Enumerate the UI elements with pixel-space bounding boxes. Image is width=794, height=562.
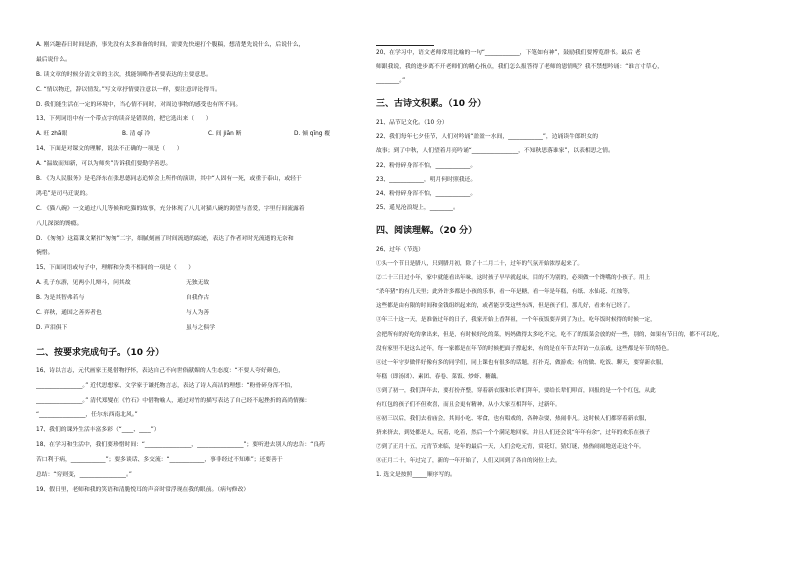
q15-option-d [36, 321, 368, 336]
question-17: 17、我们的课外生活丰富多彩（“____、____”） [36, 427, 160, 434]
text-line: A. 刚兴趣春日时间是游，事先没有太多准备的时间，需要先快速打个腹稿，想清楚先说什么，后说什么， [36, 42, 305, 48]
question-23: 23、____________，明月何时照我还。 [376, 176, 477, 183]
passage-line: ③年三十这一天，是准备过年的日子，我家开始上香拜祖，一个年夜饭要弄到了为止，吃年饭时候得的时候一定， [376, 317, 656, 324]
passage-line: ⑥初三以后，我们去看庙会，其间小吃、零食，也有唱戏的，各种杂耍，热闹非凡。这时候人们都穿着新衣服， [376, 416, 651, 423]
reading-question-1: 1. 选文是按照_____顺序写的。 [376, 472, 456, 479]
right-column [376, 46, 758, 483]
q15-option-d-right: 虽与之俱学 [186, 324, 215, 331]
text-line: 22、我们每年七夕佳节，人们对吟诵“盈盈一水间，____________”，边诵读牛郎织女的 [376, 134, 599, 141]
left-column [36, 38, 368, 498]
question-16: 16、诗以言志，元代画家王冕借物抒怀，表达自己不向世俗献媚的人生态度：“不要人夸好颜色， [36, 367, 285, 374]
text-line: B. 《为人民服务》是毛泽东在张思德同志追悼会上所作的演讲，其中“人固有一死，或重于泰山，或轻于 [36, 176, 302, 183]
passage-title: 26、过年（节选） [376, 246, 424, 253]
text-line: C. “情以物迁，辞以情发。”写文章抒情要注意以一样，要注意评论得当。 [36, 86, 221, 93]
passage-line: ①头一个节日是腊八，只到腊月初，除了十二月二十，过年的气氛开始浓厚起来了。 [376, 261, 583, 268]
passage-line: 挤来挤去，到处都是人，玩着，吃着，然后一个个满足地回家，并且人们还会说“年年有余”，过年的欢乐在孩子 [376, 430, 651, 437]
passage-line: ④过一年守岁做伴好像有多的同学们，同上课也有很多的话题，打扑克，做游戏；有的做、吃饭、聊天，要穿新衣服， [376, 359, 667, 366]
section-heading-4: 四、阅读理解。（20 分） [376, 225, 478, 236]
q15-option-b-right: 自我作古 [186, 295, 210, 302]
passage-line: 没有家里不是这么过年，每一家都是在年节的时候把面子撑起来，有的是在年节去拜访一点亲戚，这些都是年节的特色。 [376, 345, 673, 352]
question-20: 20、在学习中，语文老师常用比喻的一句“____________，下笔如有神”，鼓励我们要博览群书。最后 老 [376, 50, 641, 56]
passage-line: ⑦到了正月十五，元宵节来临，是年的最后一天，人们会吃元宵，赏花灯，猜灯谜，热热闹闹地送走这个年。 [376, 444, 645, 451]
text-line: “________________，任尔东西南北风。” [36, 412, 138, 419]
passage-line: ⑧正月二十，年过完了，新的一年开始了，人们又回到了各自的岗位上去。 [376, 458, 561, 465]
question-24: 24、粉骨碎身浑不怕，____________。 [376, 190, 477, 197]
q13-option-b: B. 清 qī 冷 [122, 131, 151, 138]
text-line: 苦口利于病，____________”；要多谈话、多交流：“____________，事非经过不知难”；还要善于 [36, 457, 283, 464]
question-19: 19、假日里，老师和我的笑语和清脆悦耳的声音时常浮现在我的眼前。（病句修改） [36, 486, 250, 493]
question-14: 14、下面是对课文的理解，说法不正确的一项是（ ） [36, 146, 183, 153]
text-line: 八儿深深的馋瘾。 [36, 220, 83, 227]
question-13: 13、下列词语中有一个带点字的读音是错误的，把它选出来（ ） [36, 116, 212, 123]
q15-option-b [36, 291, 368, 306]
question-21: 21、品节记文化。（10 分） [376, 120, 448, 127]
section-heading-2: 二、按要求完成句子。（10 分） [36, 347, 165, 358]
q15-option-a [36, 276, 368, 291]
q13-option-a: A. 旺 zhā眼 [36, 131, 68, 138]
text-line: ________。” [376, 78, 406, 85]
text-line: ________________。” 清代郑燮在《竹石》中借物喻人，通过对竹的描写表达了自己经不起挫折的高尚情操： [36, 397, 311, 404]
q15-option-a-right: 无独无故 [186, 280, 210, 287]
question-15: 15、下面词语或句子中，理解和分类不相同的一项是（ ） [36, 265, 195, 272]
passage-line: 会把所有的好吃的拿出来，但是，有时候好吃的菜，妈妈做得太多吃不完，吃不了的饭菜会放的好一些，别的，如果有节日的，都不可以吃， [376, 331, 723, 338]
q15-option-b-left: B. 为是其智弗若与 [36, 295, 85, 302]
text-line: A. “温故而知新，可以为师矣”告诉我们要勤学善思。 [36, 161, 172, 168]
q13-options [36, 127, 368, 142]
text-line: 最后说什么。 [36, 56, 71, 63]
passage-line: “杀年猪”的有几天里；此外许多都是小孩的乐事，看一年是糖，看一年是年糕，有纸、水仙花、红烛等， [376, 289, 634, 296]
text-line: D. 我们能生活在一定的环境中，当心情不同时，对周边事物的感受也有所不同。 [36, 101, 242, 108]
question-22: 22、粉骨碎身浑不怕，____________。 [376, 162, 477, 169]
q15-option-a-left: A. 孔子东游，见两小儿辩斗，问其故 [36, 280, 131, 287]
text-line: B. 读文章的时候分清文章的主次，找能领略作者要表达的主要意思。 [36, 71, 212, 78]
passage-line: ⑤到了初一，我们拜年去，要打扮齐整，穿着新衣服和长辈们拜年，要给长辈们叩首，回报的是一个个红包，从此 [376, 387, 656, 394]
passage-line: 这些都是由有限的时间和金钱组织起来的，或者能享受这些东西，但是孩子们，那儿好，看来有已经了。 [376, 303, 634, 310]
q15-option-c [36, 306, 368, 321]
passage-line: 年糕（即汤团）、素团、春卷、菜饭、炒虾、糖藕。 [376, 373, 502, 380]
question-18: 18、在学习和生活中，我们要珍惜时间：“________________，________________”；要听进去别人的忠告：“良药 [36, 442, 325, 449]
text-line: D. 《匆匆》这篇课文紧扣“匆匆”二字，细腻刻画了时间流逝的踪迹，表达了作者对时光流逝的无奈和 [36, 235, 294, 242]
text-line: 鸿毛”是司马迁说的。 [36, 190, 92, 197]
q15-option-c-left: C. 弈秋，通国之善弈者也 [36, 310, 102, 317]
section-heading-3: 三、古诗文积累。（10 分） [376, 99, 487, 110]
q15-option-d-left: D. 声泪俱下 [36, 324, 68, 331]
q15-option-c-right: 与人为善 [186, 310, 210, 317]
passage-line: ②二十三日过小年，家中就能看出年味。这时孩子早早就起床，目的不为别的，必须做一个馋嘴的小孩子。用上 [376, 275, 651, 282]
text-line: C. 《猫八碗》一文通过八儿等候和吃猫的故事，充分体现了八儿对猫八碗的渴望与喜爱，字里行间流露着 [36, 205, 305, 212]
text-line: 师跟我说，我的进步离不开老师们的精心指点，我们怎么报答得了老师的恩情呢？我不禁想吟诵：“谁言寸草心， [376, 64, 664, 71]
passage-line: 有红包的孩子们不但欢喜，而且会更有精神，从小大家互相拜年，过新年。 [376, 401, 561, 408]
text-line: 惋惜。 [36, 250, 54, 257]
text-line: 总结：“穷则变，________________。” [36, 472, 132, 479]
question-25: 25、遥见沧浪堤上，________。 [376, 204, 459, 211]
q13-option-d: D. 倾 qīng 覆 [294, 131, 331, 138]
text-line: 故事；到了中秋，人们望着月亮吟诵“________________，不知秋思落谁家”，以表相思之情。 [376, 148, 614, 155]
answer-rule [376, 38, 434, 52]
text-line: ________________。” 近代思想家、文学家于谦托物言志，表达了诗人高洁的理想：“粉骨碎身浑不怕， [36, 382, 297, 389]
q13-option-c: C. 间 jiān 断 [208, 131, 242, 138]
